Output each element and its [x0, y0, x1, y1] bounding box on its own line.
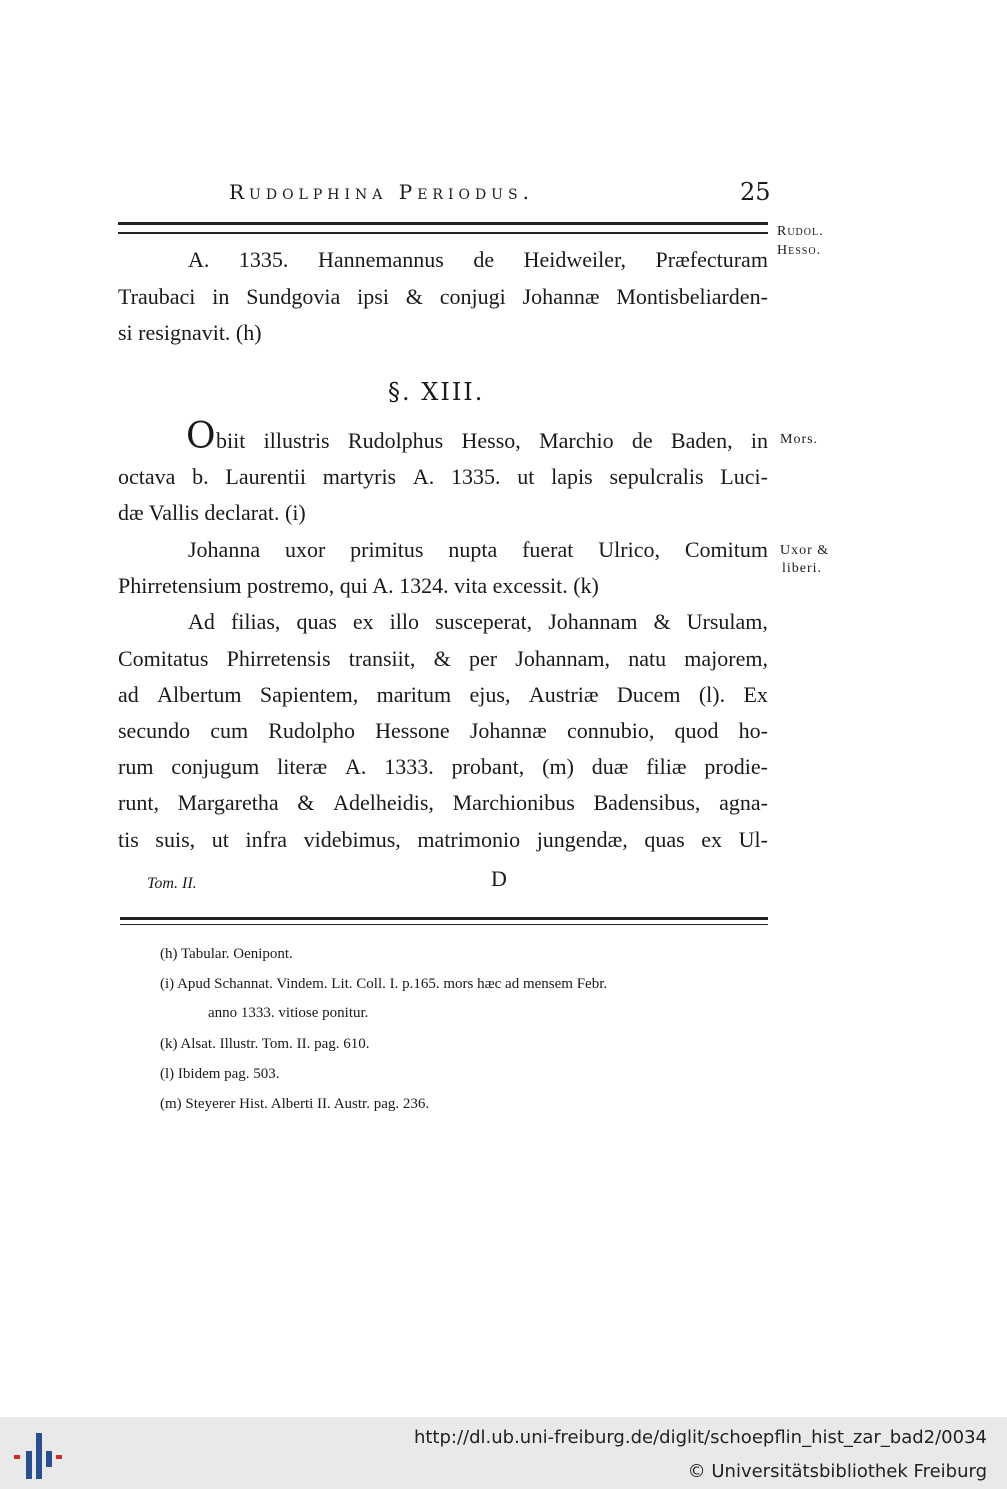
footnote-rule	[120, 917, 768, 920]
drop-cap: O	[186, 416, 216, 457]
text-line: Comitatus Phirretensis transiit, & per Johannam, natu majorem,	[118, 646, 768, 671]
text-line: Johanna uxor primitus nupta fuerat Ulrico, Comitum	[188, 537, 768, 562]
gathering-signature: D	[491, 866, 507, 891]
viewer-footer	[0, 1417, 1007, 1489]
copyright-notice: © Universitätsbibliothek Freiburg	[687, 1461, 987, 1482]
text-line: rum conjugum literæ A. 1333. probant, (m) duæ filiæ prodie-	[118, 754, 768, 779]
text-line: Phirretensium postremo, qui A. 1324. vita excessit. (k)	[118, 573, 599, 598]
ub-freiburg-logo-icon	[12, 1429, 64, 1481]
text-line: si resignavit. (h)	[118, 320, 262, 345]
text-line: Traubaci in Sundgovia ipsi & conjugi Johannæ Montisbeliarden-	[118, 284, 768, 309]
footnote-continuation: anno 1333. vitiose ponitur.	[208, 1005, 369, 1021]
footnote: (k) Alsat. Illustr. Tom. II. pag. 610.	[160, 1036, 370, 1052]
section-heading: §. XIII.	[388, 378, 485, 406]
text-line: tis suis, ut infra videbimus, matrimonio jungendæ, quas ex Ul-	[118, 827, 768, 852]
margin-note-mors: Mors.	[780, 432, 819, 447]
page-number: 25	[740, 178, 771, 206]
text-line: ad Albertum Sapientem, maritum ejus, Austriæ Ducem (l). Ex	[118, 682, 768, 707]
text-line: runt, Margaretha & Adelheidis, Marchionibus Badensibus, agna-	[118, 790, 768, 815]
volume-signature: Tom. II.	[147, 875, 197, 892]
text-line: octava b. Laurentii martyris A. 1335. ut lapis sepulcralis Luci-	[118, 464, 768, 489]
margin-note-hesso: Hesso.	[777, 243, 822, 258]
footnote: (l) Ibidem pag. 503.	[160, 1066, 280, 1082]
text-line: biit illustris Rudolphus Hesso, Marchio de Baden, in	[216, 428, 768, 453]
margin-note-rudol: Rudol.	[777, 224, 824, 239]
footnote: (h) Tabular. Oenipont.	[160, 946, 293, 962]
margin-note-uxor: Uxor &	[780, 543, 830, 558]
text-line: dæ Vallis declarat. (i)	[118, 500, 306, 525]
running-head: Rudolphina Periodus.	[229, 180, 534, 204]
header-rule	[118, 222, 768, 225]
text-line: Ad filias, quas ex illo susceperat, Johannam & Ursulam,	[188, 609, 768, 634]
footnote: (m) Steyerer Hist. Alberti II. Austr. pag. 236.	[160, 1096, 430, 1112]
text-line: A. 1335. Hannemannus de Heidweiler, Præfecturam	[188, 247, 768, 272]
text-line: secundo cum Rudolpho Hessone Johannæ connubio, quod ho-	[118, 718, 768, 743]
permalink-url[interactable]: http://dl.ub.uni-freiburg.de/diglit/schoepflin_hist_zar_bad2/0034	[413, 1427, 987, 1448]
footnote: (i) Apud Schannat. Vindem. Lit. Coll. I. p.165. mors hæc ad mensem Febr.	[160, 976, 608, 992]
footnote-rule-thin	[120, 924, 768, 925]
header-rule-thin	[118, 232, 768, 234]
margin-note-liberi: liberi.	[782, 561, 823, 576]
